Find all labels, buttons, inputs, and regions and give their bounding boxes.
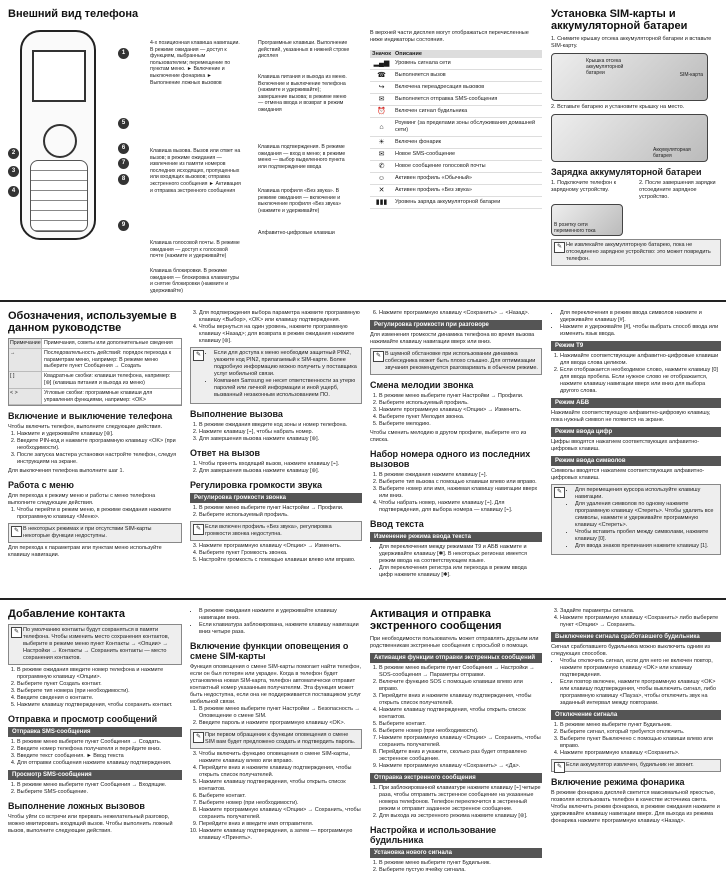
- volume-note: [190, 521, 362, 541]
- sim-alert-note: [190, 729, 362, 749]
- indicator-row: [370, 94, 542, 106]
- note-icon: ✎: [11, 627, 22, 638]
- text-bullets: [370, 544, 542, 579]
- list-item: 1. В режиме меню выберите пункт Настройки → Профили.: [199, 505, 362, 512]
- legend-key: →: [9, 349, 42, 371]
- list-item: 2. Если отображается необходимое слово, нажмите клавишу [0] для ввода пробела. Если нужное слово не отображается, нажмите клавишу навигации вверх или вниз для выбора другого слова.: [560, 367, 721, 395]
- list-item: 3. Выберите номер или имя, нажимая клавишу навигации вверх или вниз.: [379, 486, 542, 500]
- charger-illustration: [551, 204, 623, 236]
- callout-2: 2: [8, 148, 19, 159]
- list-item: 5. Нажмите клавишу подтверждения, чтобы сохранить контакт.: [17, 702, 182, 709]
- list-item: 2. Выберите SMS-сообщение.: [17, 789, 182, 796]
- legend-value: Примечания, советы или дополнительные сведения: [44, 340, 173, 346]
- indicator-icon: ☀: [370, 137, 393, 149]
- conventions-column: [8, 310, 182, 596]
- indicator-desc: Выполняется вызов: [393, 70, 542, 82]
- list-item: • Для переключения в режим ввода символов нажмите и удерживайте клавишу [#].: [560, 310, 721, 324]
- desc-9: Алфавитно-цифровые клавиши: [258, 230, 335, 236]
- list-item: 8. Перейдите вниз и укажите, сколько раз будет отправлено экстренное сообщение.: [379, 749, 542, 763]
- list-item: 4. Введите сведения о контакте.: [17, 695, 182, 702]
- list-item: 7. Выберите номер (при необходимости).: [199, 800, 362, 807]
- abc-text: Нажимайте соответствующую алфавитно-цифровую клавишу, пока нужный символ не появится на экране.: [551, 410, 711, 423]
- fake-text: Чтобы уйти со встречи или прервать нежелательный разговор, можно имитировать входящий вызов. Чтобы выполнить ложный вызов, выполните следующие действия.: [8, 814, 173, 834]
- sim-title: Установка SIM-карты и аккумуляторной батареи: [551, 8, 688, 32]
- list-item: • Для переключения между режимами T9 и АБВ нажмите и удерживайте клавишу [✱]. В некоторых регионах имеется режим ввода на соответствующем языке.: [379, 544, 542, 565]
- legend-key: Примечание: [10, 340, 41, 346]
- list-item: 2. Введите PIN-код и нажмите программную клавишу <OK> (при необходимости).: [17, 438, 182, 452]
- list-item: 3. Задайте параметры сигнала.: [560, 608, 721, 615]
- off-note: [551, 759, 721, 772]
- band-features: [0, 598, 726, 895]
- menu-steps: [8, 507, 182, 521]
- callout-1: 1: [118, 48, 129, 59]
- indicator-desc: Новое SMS-сообщение: [393, 149, 542, 161]
- list-item: 2. Выберите используемый профиль.: [199, 512, 362, 519]
- indicator-desc: Роуминг (за пределами зоны обслуживания домашней сети): [393, 118, 542, 137]
- sim-alert-text: Функция оповещения о смене SIM-карты помогает найти телефон, если он был потерян или украден. Когда в телефон будет установлена новая SIM-карта, телефон автоматически отправит контактный номер указанным получателям. Эта функция может быть недоступна, если она не поддерживается поставщиком услуг мобильной связи.: [190, 664, 362, 705]
- list-item: 3. Чтобы включить функцию оповещения о смене SIM-карты, нажмите клавишу влево или вправо.: [199, 751, 362, 765]
- indicator-icon: ⌂: [370, 118, 393, 137]
- list-item: • Компания Samsung не несет ответственности за утерю паролей или личной информации и иной ущерб, вызванный незаконным использованием ПО.: [214, 378, 358, 399]
- keypad: [30, 160, 88, 232]
- note-icon: ✎: [554, 242, 565, 253]
- indicator-row: [370, 137, 542, 149]
- sim-alert-title: Включение функции оповещения о смене SIM-карты: [190, 641, 349, 661]
- list-item: • Если клавиатура заблокирована, нажмите клавишу навигации вниз четыре раза.: [199, 622, 362, 636]
- volume-steps: [190, 505, 362, 519]
- list-item: 4. Нажмите клавишу подтверждения, чтобы открыть список контактов.: [379, 707, 542, 721]
- legend-row: [9, 339, 181, 349]
- ring-steps: [370, 393, 542, 428]
- volume-title: Регулировка громкости звука: [190, 480, 322, 490]
- list-item: 3. Перейдите вниз и нажмите клавишу подтверждения, чтобы открыть список получателей.: [379, 693, 542, 707]
- indicator-row: [370, 197, 542, 209]
- off-steps: [551, 722, 721, 757]
- indicators-column: [370, 8, 542, 296]
- indicator-icon: ✉: [370, 94, 393, 106]
- indicator-icon: ↪: [370, 82, 393, 94]
- conventions-title: Обозначения, используемые в данном руководстве: [8, 310, 177, 334]
- desc-2: Клавиша вызова. Вызов или ответ на вызов; в режиме ожидания — извлечение из памяти номеров последних исходящих, пропущенных или входящих вызовов; отправка экстренного сообщения ► Активация и отправка экстренного сообщения: [150, 148, 241, 194]
- add-note: [8, 624, 182, 665]
- menu-steps-cont: [190, 310, 362, 345]
- indicator-desc: Выполняется отправка SMS-сообщения: [393, 94, 542, 106]
- sym-bar: Режим ввода символов: [551, 456, 721, 466]
- indicator-row: [370, 106, 542, 118]
- socket-label: В розетку сети переменного тока: [554, 222, 596, 234]
- conventions-legend: [8, 338, 182, 406]
- text-mode-bar: Изменение режима ввода текста: [370, 532, 542, 542]
- list-item: 6. Выберите контакт.: [199, 793, 362, 800]
- indicator-desc: Активен профиль «Без звука»: [393, 185, 542, 197]
- callout-3: 3: [8, 166, 19, 177]
- noise-note-text: В шумной обстановке при использовании динамика собеседника может быть плохо слышно. Для оптимизации звучания рекомендуется разговаривать в обычном режиме.: [385, 351, 538, 371]
- note-icon: ✎: [373, 351, 384, 362]
- sms-send-bar: Отправка SMS-сообщения: [8, 727, 182, 737]
- battery-illustration: [551, 114, 708, 162]
- list-item: • Для удаления символов по одному нажмите программную клавишу <Стереть>. Чтобы удалить все символы, нажмите и удерживайте программную клавишу <Стереть>.: [575, 501, 717, 529]
- list-item: • В режиме ожидания нажмите и удерживайте клавишу навигации вниз.: [199, 608, 362, 622]
- list-item: 3. Нажмите программную клавишу <Опции> → Изменить.: [379, 407, 542, 414]
- list-item: 10. Нажмите клавишу подтверждения, а затем — программную клавишу <Принять>.: [199, 828, 362, 842]
- indicator-icon: ☺: [370, 173, 393, 185]
- symbol-bullets: [551, 310, 721, 338]
- legend-row: [9, 349, 181, 372]
- text-title: Ввод текста: [370, 519, 424, 529]
- list-item: • Для перемещения курсора используйте клавишу навигации.: [575, 487, 717, 501]
- indicator-desc: Активен профиль «Обычный»: [393, 173, 542, 185]
- desc-4: Клавиша блокировки. В режиме ожидания — блокировка клавиатуры и снятие блокировки (нажмите и удерживайте): [150, 268, 240, 294]
- list-item: 1. В режиме меню выберите пункт Сообщения → Создать.: [17, 739, 182, 746]
- navigation-key: [43, 124, 77, 158]
- stop-text: Сигнал сработавшего будильника можно выключить одним из следующих способов.: [551, 644, 711, 657]
- indicators-intro: В верхней части дисплея могут отображаться перечисленные ниже индикаторы состояния.: [370, 30, 529, 43]
- torch-title: Включение режима фонарика: [551, 777, 685, 787]
- fake-title: Выполнение ложных вызовов: [8, 801, 145, 811]
- list-item: 2. Выберите тип вызова с помощью клавиши влево или вправо.: [379, 479, 542, 486]
- call-volume-bar: Регулировка громкости при разговоре: [370, 320, 542, 330]
- calls-column: [190, 310, 362, 596]
- legend-value: Последовательность действий: порядок перехода к параметрам меню, например: В режиме меню выберите пункт Сообщения → Создать: [44, 349, 172, 370]
- list-item: 5. Настройте громкость с помощью клавиши влево или вправо.: [199, 557, 362, 564]
- col-icon: Значок: [372, 51, 391, 57]
- add-note-text: По умолчанию контакты будут сохраняться в памяти телефона. Чтобы изменить место сохранения контактов, выберите в режиме меню пункт Контакты → <Опции> → Настройки → Контакты → Сохранить контакты — место сохранения контактов.: [23, 627, 170, 661]
- list-item: 2. Для завершения вызова нажмите клавишу [⊚].: [199, 468, 362, 475]
- indicator-desc: Новое сообщение голосовой почты: [393, 161, 542, 173]
- volume-bar: Регулировка громкости звонка: [190, 493, 362, 503]
- sos-text: При необходимости пользователь может отправлять друзьям или родственникам экстренные сообщения с просьбой о помощи.: [370, 636, 539, 649]
- call-steps: [190, 422, 362, 443]
- onoff-steps: [8, 431, 182, 466]
- stop-bar: Выключение сигнала сработавшего будильника: [551, 632, 721, 642]
- callout-8: 8: [118, 174, 129, 185]
- desc-5: Программные клавиши. Выполнение действий, указанных в нижней строке дисплея: [258, 40, 350, 60]
- charge-title: Зарядка аккумуляторной батареи: [551, 167, 702, 177]
- t9-steps: [551, 353, 721, 395]
- note-icon: ✎: [11, 526, 22, 537]
- list-item: 3. После запуска мастера установки настройте телефон, следуя инструкциям на экране.: [17, 452, 182, 466]
- list-item: • Для ввода знаков препинания нажмите клавишу [1].: [575, 543, 717, 550]
- msg-title: Отправка и просмотр сообщений: [8, 714, 158, 724]
- list-item: 9. Перейдите вниз и введите имя отправителя.: [199, 821, 362, 828]
- desc-3: Клавиша голосовой почты. В режиме ожидания — доступ к голосовой почте (нажмите и удерживайте): [150, 240, 240, 260]
- list-item: • Для переключения регистра или перехода в режим ввода цифр нажмите клавишу [✱].: [379, 565, 542, 579]
- indicator-desc: Уровень заряда аккумуляторной батареи: [393, 197, 542, 209]
- redial-title: Набор номера одного из последних вызовов: [370, 449, 531, 469]
- sim-alert-column: [190, 608, 362, 891]
- list-item: • Нажмите и удерживайте [#], чтобы выбрать способ ввода или изменить язык ввода.: [560, 324, 721, 338]
- list-item: 1. В режиме ожидания введите код зоны и номер телефона.: [199, 422, 362, 429]
- band-basics: [0, 300, 726, 600]
- list-item: 1. В режиме ожидания нажмите клавишу [⌁].: [379, 472, 542, 479]
- add-steps: [8, 667, 182, 709]
- list-item: 4. Выберите пункт Мелодия звонка.: [379, 414, 542, 421]
- sim-alert-steps: [190, 706, 362, 727]
- sim-step-2: 2. Вставьте батарею и установите крышку на место.: [551, 104, 685, 110]
- list-item: 6. Нажмите программную клавишу <Сохранить> → <Назад>.: [379, 310, 542, 317]
- indicator-icon: ✉: [370, 149, 393, 161]
- indicator-row: [370, 118, 542, 137]
- list-item: 5. Выберите мелодию.: [379, 421, 542, 428]
- sos-bar: Активация функции отправки экстренных сообщений: [370, 653, 542, 663]
- menu-intro: Для перехода к режиму меню и работы с меню телефона выполните следующие действия.: [8, 493, 156, 507]
- indicator-row: [370, 149, 542, 161]
- list-item: • Если повтор включен, нажмите программную клавишу <OK> или клавишу подтверждения, чтобы выключить сигнал, либо программную клавишу <Пауза>, чтобы отключить звук на заданный интервал между повторами.: [560, 679, 721, 707]
- list-item: 1. В режиме меню выберите пункт Сообщения → Настройки → SOS-сообщения → Параметры отправки.: [379, 665, 542, 679]
- off-bar: Отключение сигнала: [551, 710, 721, 720]
- phone-screen: [32, 50, 86, 102]
- list-item: 4. Чтобы вернуться на один уровень, нажмите программную клавишу <Назад>; для возврата в режим ожидания нажмите клавишу [⊚].: [199, 324, 362, 345]
- edit-note: [551, 484, 721, 555]
- indicator-row: [370, 82, 542, 94]
- stop-bullets: [551, 658, 721, 707]
- indicator-icon: ▂▄▆: [370, 58, 393, 70]
- indicator-desc: Уровень сигнала сети: [393, 58, 542, 70]
- legend-value: Квадратные скобки: клавиши телефона, например: [⊚] (клавиша питания и выхода из меню): [44, 373, 171, 386]
- num-bar: Режим ввода цифр: [551, 427, 721, 437]
- key-descriptions-column: [150, 8, 370, 296]
- charge-note: [551, 239, 721, 266]
- noise-note: [370, 348, 542, 375]
- sms-view-steps: [8, 782, 182, 796]
- alarm-torch-column: [551, 608, 721, 891]
- alarm-bar: Установка нового сигнала: [370, 848, 542, 858]
- phone-illustration: [20, 30, 96, 240]
- list-item: 3. Нажмите программную клавишу <Опции> → Изменить.: [199, 543, 362, 550]
- sos-title: Активация и отправка экстренного сообщения: [370, 608, 502, 632]
- legend-key: < >: [9, 389, 42, 405]
- section-title: Внешний вид телефона: [8, 8, 139, 20]
- list-item: 1. В режиме меню выберите пункт Настройки → Безопасность → Оповещение о смене SIM.: [199, 706, 362, 720]
- charge-steps: [551, 180, 721, 201]
- answer-steps: [190, 461, 362, 475]
- list-item: • Чтобы отключить сигнал, если для него не включен повтор, нажмите программную клавишу <OK> или клавишу подтверждения.: [560, 658, 721, 679]
- indicator-row: [370, 173, 542, 185]
- list-item: • Чтобы вставить пробел между символами, нажмите клавишу [0].: [575, 529, 717, 543]
- sms-view-bar: Просмотр SMS-сообщения: [8, 770, 182, 780]
- list-item: 4. Нажмите программную клавишу <Сохранить> либо выберите пункт <Опции> → Сохранить.: [560, 615, 721, 629]
- list-item: 5. Выберите контакт.: [379, 721, 542, 728]
- pin-note: [190, 347, 362, 404]
- onoff-title: Включение и выключение телефона: [8, 411, 173, 422]
- text-modes-column: [551, 310, 721, 596]
- list-item: 1. Нажмите и удерживайте клавишу [⊚].: [17, 431, 182, 438]
- sim-label: SIM-карта: [679, 72, 703, 78]
- list-item: 3. Выберите пункт Выключено с помощью клавиши влево или вправо.: [560, 736, 721, 750]
- menu-note: [8, 523, 182, 543]
- list-item: 3. Введите текст сообщения. ► Ввод текста: [17, 753, 182, 760]
- sos-column: [370, 608, 542, 891]
- sim-step-1: 1. Снимите крышку отсека аккумуляторной батареи и вставьте SIM-карту.: [551, 36, 712, 49]
- legend-row: [9, 389, 181, 406]
- note-icon: ✎: [554, 487, 565, 498]
- menu-step-2: Для перехода к параметрам или пунктам меню используйте клавишу навигации.: [8, 545, 162, 559]
- legend-value: Угловые скобки: программные клавиши для управления функциями, например: <OK>: [44, 389, 153, 403]
- num-text: Цифры вводятся нажатием соответствующих алфавитно-цифровых клавиш.: [551, 439, 700, 452]
- callout-9: 9: [118, 220, 129, 231]
- band-appearance: [0, 0, 726, 300]
- callout-6: 6: [118, 143, 129, 154]
- abc-bar: Режим АБВ: [551, 398, 721, 408]
- charge-note-text: Не извлекайте аккумуляторную батарею, пока не отсоединено зарядное устройство: это может повредить телефон.: [566, 242, 711, 262]
- indicator-desc: Включен сигнал будильника: [393, 106, 542, 118]
- indicator-row: [370, 161, 542, 173]
- list-item: 5. Нажмите клавишу подтверждения, чтобы открыть список контактов.: [199, 779, 362, 793]
- desc-7: Клавиша подтверждения. В режиме ожидания — вход в меню; в режиме меню — выбор выделенного пункта или подтверждение ввода: [258, 144, 346, 170]
- list-item: 1. Чтобы перейти в режим меню, в режиме ожидания нажмите программную клавишу <Меню>.: [17, 507, 182, 521]
- indicator-row: [370, 58, 542, 70]
- callout-5: 5: [118, 118, 129, 129]
- list-item: 1. При заблокированной клавиатуре нажмите клавишу [⌁] четыре раза, чтобы отправить экстренное сообщение на указанные номера телефонов. Телефон переключится в экстренный режим и отправит заданное экстренное сообщение.: [379, 785, 542, 813]
- list-item: 2. Нажмите клавишу [⌁], чтобы набрать номер.: [199, 429, 362, 436]
- cover-label: Крышка отсека аккумуляторной батареи: [586, 58, 624, 76]
- list-item: 1. Нажимайте соответствующие алфавитно-цифровые клавиши для ввода слова целиком.: [560, 353, 721, 367]
- desc-6: Клавиша питания и выхода из меню. Включение и выключение телефона (нажмите и удерживайте); завершение вызова; в режиме меню — отмена ввода и возврат в режим ожидания: [258, 74, 347, 113]
- list-item: 3. Для подтверждения выбора параметра нажмите программную клавишу <Выбор>, <OK> или клавишу подтверждения.: [199, 310, 362, 324]
- sms-send-steps: [8, 739, 182, 767]
- list-item: 2. Выберите используемый профиль.: [379, 400, 542, 407]
- fake-bullets: [190, 608, 362, 636]
- alarm-steps-2: [551, 608, 721, 629]
- indicator-desc: Включен фонарик: [393, 137, 542, 149]
- pin-bullets: [205, 350, 358, 399]
- list-item: 1. В режиме меню выберите пункт Настройки → Профили.: [379, 393, 542, 400]
- list-item: 4. Нажмите программную клавишу <Сохранить>.: [560, 750, 721, 757]
- indicator-icon: ✆: [370, 161, 393, 173]
- sym-text: Символы вводятся нажатием соответствующих алфавитно-цифровых клавиш.: [551, 468, 705, 481]
- sos-send-bar: Отправка экстренного сообщения: [370, 773, 542, 783]
- add-title: Добавление контакта: [8, 608, 125, 620]
- list-item: 1. В режиме меню выберите пункт Сообщения → Входящие.: [17, 782, 182, 789]
- legend-key: [ ]: [9, 372, 42, 388]
- note-icon: ✎: [554, 762, 565, 773]
- list-item: 9. Нажмите программную клавишу <Сохранить> → <Да>.: [379, 763, 542, 770]
- desc-8: Клавиша профиля «Без звука». В режиме ожидания — включение и выключение профиля «Без звука» (нажмите и удерживайте): [258, 188, 341, 214]
- indicator-icon: ▮▮▮: [370, 197, 393, 209]
- contacts-column: [8, 608, 182, 891]
- legend-row: [9, 372, 181, 389]
- callout-7: 7: [118, 158, 129, 169]
- ring-title: Смена мелодии звонка: [370, 380, 474, 390]
- list-item: 2. Включите функцию SOS с помощью клавиши влево или вправо.: [379, 679, 542, 693]
- list-item: 2. Выберите пункт Создать контакт.: [17, 681, 182, 688]
- list-item: 3. Выберите тип номера (при необходимости).: [17, 688, 182, 695]
- list-item: 4. Перейдите вниз и нажмите клавишу подтверждения, чтобы открыть список получателей.: [199, 765, 362, 779]
- indicator-row: [370, 70, 542, 82]
- sim-battery-column: [551, 8, 721, 296]
- onoff-off: Для выключения телефона выполните шаг 1.: [8, 468, 125, 475]
- torch-text: В режиме фонарика дисплей светится максимальной яркостью, позволяя использовать телефон в качестве источника света. Чтобы включить режим фонарика, в режиме ожидания нажмите и удерживайте клавишу навигации вверх. Для выхода из режима фонарика нажмите программную клавишу <Назад>.: [551, 790, 720, 824]
- sim-alert-note-text: При первом обращении к функции оповещения о смене SIM вам будет предложено создать и подтвердить пароль.: [205, 732, 356, 745]
- indicator-icon: ☎: [370, 70, 393, 82]
- sos-steps: [370, 665, 542, 770]
- indicator-icon: ✕: [370, 185, 393, 197]
- list-item: 4. Чтобы набрать номер, нажмите клавишу [⌁]. Для подтверждения, для выбора номера — клавишу [⌁].: [379, 500, 542, 514]
- call-volume-text: Для изменения громкости динамика телефона во время вызова нажимайте клавишу навигации вверх или вниз.: [370, 332, 535, 345]
- list-item: 7. Нажмите программную клавишу <Опции> → Сохранить, чтобы сохранить получателей.: [379, 735, 542, 749]
- ring-after: Чтобы сменить мелодию в другом профиле, выберите его из списка.: [370, 430, 527, 443]
- battery-label: Аккумуляторная батарея: [653, 147, 691, 159]
- sos-send-steps: [370, 785, 542, 820]
- list-item: 2. Введите пароль и нажмите программную клавишу <OK>.: [199, 720, 362, 727]
- menu-note-text: В некоторых режимах и при отсутствии SIM-карты некоторые функции недоступны.: [23, 526, 152, 540]
- menu-title: Работа с меню: [8, 480, 74, 491]
- call-title: Выполнение вызова: [190, 409, 283, 419]
- col-desc: Описание: [393, 50, 542, 58]
- indicator-row: [370, 185, 542, 197]
- t9-bar: Режим T9: [551, 341, 721, 351]
- sim-alert-steps-2: [190, 751, 362, 842]
- list-item: 2. Для выхода из экстренного режима нажмите клавишу [⊚].: [379, 813, 542, 820]
- note-icon: ✎: [193, 350, 204, 361]
- callout-4: 4: [8, 186, 19, 197]
- list-item: 6. Выберите номер (при необходимости).: [379, 728, 542, 735]
- alarm-title: Настройка и использование будильника: [370, 825, 497, 845]
- charge-step-2: 2. После завершения зарядки отсоедините зарядное устройство.: [639, 180, 716, 200]
- volume-steps-3: [370, 310, 542, 317]
- list-item: 1. В режиме меню выберите пункт Будильник.: [560, 722, 721, 729]
- list-item: 2. Выберите сигнал, который требуется отключить.: [560, 729, 721, 736]
- indicator-icon: ⏰: [370, 106, 393, 118]
- alarm-steps: [370, 860, 542, 874]
- list-item: • Если для доступа к меню необходим защитный PIN2, укажите код PIN2, прилагаемый к SIM-карте. Более подробную информацию можно получить у поставщика услуг мобильной связи.: [214, 350, 358, 378]
- list-item: 1. Чтобы принять входящий вызов, нажмите клавишу [⌁].: [199, 461, 362, 468]
- note-icon: ✎: [193, 732, 204, 743]
- list-item: 8. Нажмите программную клавишу <Опции> → Сохранить, чтобы сохранить получателей.: [199, 807, 362, 821]
- onoff-intro: Чтобы включить телефон, выполните следующие действия.: [8, 424, 162, 431]
- off-note-text: Если аккумулятор извлечен, будильник не звонит.: [566, 762, 694, 768]
- redial-steps: [370, 472, 542, 514]
- list-item: 4. Для отправки сообщения нажмите клавишу подтверждения.: [17, 760, 182, 767]
- list-item: 2. Введите номер телефона получателя и перейдите вниз.: [17, 746, 182, 753]
- list-item: 1. В режиме меню выберите пункт Будильник.: [379, 860, 542, 867]
- list-item: 3. Для завершения вызова нажмите клавишу [⊚].: [199, 436, 362, 443]
- answer-title: Ответ на вызов: [190, 448, 261, 458]
- volume-steps-2: [190, 543, 362, 564]
- note-icon: ✎: [193, 524, 204, 535]
- ringtone-column: [370, 310, 542, 596]
- volume-note-text: Если включен профиль «Без звука», регулировка громкости звонка недоступна.: [205, 524, 332, 537]
- indicators-body: [370, 58, 542, 209]
- list-item: 1. В режиме ожидания введите номер телефона и нажмите программную клавишу <Опции>.: [17, 667, 182, 681]
- list-item: 4. Выберите пункт Громкость звонка.: [199, 550, 362, 557]
- charge-step-1: 1. Подключите телефон к зарядному устройству.: [551, 180, 617, 193]
- desc-1: 4-х позиционная клавиша навигации. В режиме ожидания — доступ к функциям, выбранным пользователем; перемещение по пунктам меню. ► Включение и выключение фонарика ► Выполнение ложных вызовов: [150, 40, 240, 86]
- indicators-table: [370, 50, 542, 209]
- list-item: 2. Выберите пустую ячейку сигнала.: [379, 867, 542, 874]
- edit-bullets: [566, 487, 717, 550]
- indicator-desc: Включена переадресация вызовов: [393, 82, 542, 94]
- sim-illustration: [551, 53, 708, 101]
